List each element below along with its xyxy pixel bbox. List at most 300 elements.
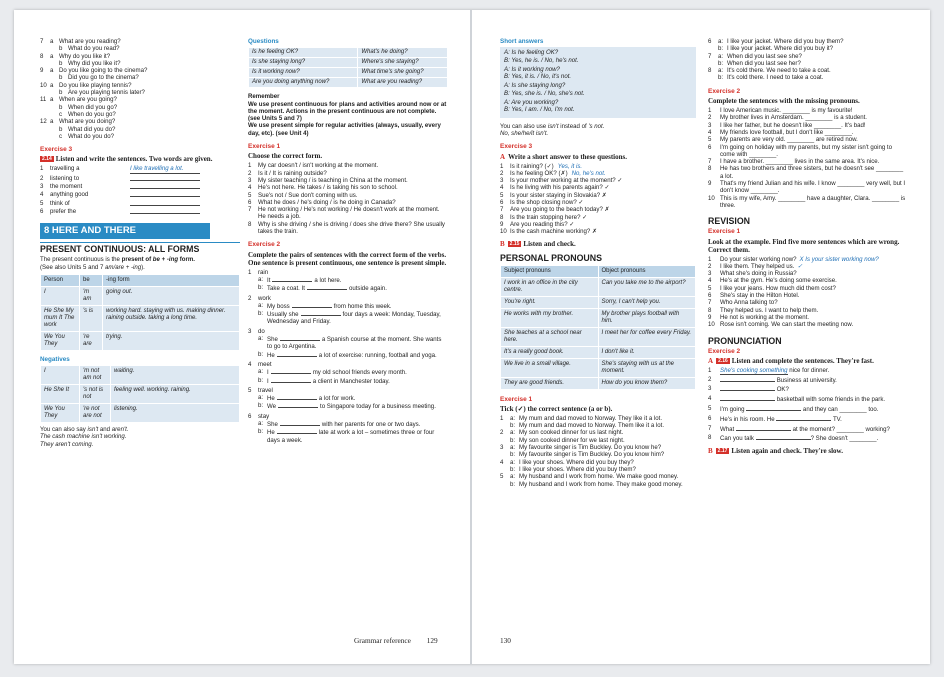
table-header xyxy=(501,266,695,277)
example-answer: ✓ xyxy=(797,262,803,270)
cell-ing: working hard. staying with us. making dinner. raining outside. taking a long time. xyxy=(103,306,239,331)
exercise-item xyxy=(708,122,908,129)
option-letter: b xyxy=(59,45,63,53)
section-subtitle: Negatives xyxy=(40,355,70,363)
option-letter: c xyxy=(59,110,63,118)
item-number: 4 xyxy=(500,184,504,192)
cell-be: 're not are not xyxy=(80,404,110,422)
sentence xyxy=(267,351,437,359)
item-number: 9 xyxy=(500,220,504,228)
cell: She's staying with us at the moment. xyxy=(599,359,696,377)
exercise-item xyxy=(708,67,908,74)
answer-line xyxy=(277,428,317,434)
sentence-a xyxy=(248,302,448,310)
answer-line xyxy=(130,208,200,214)
exercise-item xyxy=(708,263,908,270)
exercise-item xyxy=(500,214,696,221)
page-gutter xyxy=(470,10,472,664)
option-letter: a xyxy=(50,67,54,75)
option-b: My son cooked dinner for we last night. xyxy=(519,436,625,444)
sentence-a xyxy=(248,420,448,428)
verb: travel xyxy=(258,386,273,394)
exercise-title: Exercise 1 xyxy=(708,228,741,236)
option-letter: a: xyxy=(258,394,264,402)
column-4 xyxy=(708,38,908,457)
exercise-item xyxy=(248,269,448,276)
option-letter: a: xyxy=(258,301,264,309)
exercise-title: Exercise 3 xyxy=(500,143,533,151)
exercise-item xyxy=(500,221,696,228)
cell-be: 's is xyxy=(80,306,102,331)
exercise-item xyxy=(708,385,908,393)
option-a: My husband and I work from home. We make good money. xyxy=(519,473,679,481)
section-subtitle: Questions xyxy=(248,38,279,45)
example-sentence: They aren't coming. xyxy=(40,440,94,448)
text: -ing xyxy=(166,256,179,264)
option-letter: b xyxy=(59,89,63,97)
exercise-item xyxy=(708,425,908,433)
answer-line xyxy=(130,191,200,197)
option-b: Did you go to the cinema? xyxy=(68,74,139,82)
item-number: 10 xyxy=(500,228,507,236)
cell: He works with my brother. xyxy=(501,309,598,327)
table-row xyxy=(501,359,695,377)
item-number: 3 xyxy=(500,444,504,452)
text: I xyxy=(267,377,269,385)
item-number: 9 xyxy=(40,67,44,75)
item-text: My brother lives in Amsterdam. ________ is a student. xyxy=(720,114,868,122)
text: from home this week. xyxy=(333,302,392,310)
audio-track-icon: 2.16 xyxy=(718,357,728,364)
answer-line xyxy=(280,335,320,341)
exercise-item xyxy=(708,144,908,159)
answer-line xyxy=(271,368,311,374)
item-text: He not working / He's not working / He doesn't work at the moment. He needs a job. xyxy=(258,206,440,221)
item-number: 1 xyxy=(248,162,252,170)
item-text: She's stay in the Hilton Hotel. xyxy=(720,292,800,300)
answer-line-a: A: Is he feeling OK? xyxy=(504,49,559,57)
text: basketball with some friends in the park. xyxy=(775,396,886,404)
exercise-item xyxy=(40,53,240,60)
cell: You're right. xyxy=(501,297,598,308)
exercise-item xyxy=(40,38,240,45)
exercise-instruction xyxy=(40,155,240,163)
exercise-item xyxy=(40,165,240,173)
answer-line xyxy=(720,376,775,382)
exercise-item xyxy=(40,191,240,198)
text: Take a coat. It xyxy=(267,285,305,293)
option-letter: a: xyxy=(718,52,724,60)
item-text: My sister teaching / is teaching in China at the moment. xyxy=(258,176,408,184)
item-number: 2 xyxy=(708,262,712,270)
sentence-b xyxy=(248,351,448,359)
answer-line-b: B: Yes, she is. / No, she's not. xyxy=(504,89,585,97)
cell-ing: feeling well. working. raining. xyxy=(111,385,239,403)
item-number: 1 xyxy=(708,366,712,374)
instruction-text: Listen and check. xyxy=(523,239,576,248)
question: Are you going to the beach today? ✗ xyxy=(510,206,610,214)
table-row xyxy=(41,366,239,384)
exercise-item xyxy=(708,129,908,136)
option-a: When did you last see she? xyxy=(727,52,802,60)
question: Is it raining? (✓) xyxy=(510,162,554,170)
item-number: 2 xyxy=(248,294,252,302)
option-letter: b: xyxy=(258,284,264,292)
item-text: This is my wife, Amy. ________ have a daughter, Clara. ________ is three. xyxy=(720,194,906,209)
item-text: My friends love football, but I don't like ________. xyxy=(720,128,854,136)
part-label: B xyxy=(708,446,713,455)
intro-text xyxy=(40,256,240,263)
option-letter: b: xyxy=(258,350,264,358)
item-number: 1 xyxy=(40,165,44,173)
text: OK? xyxy=(775,386,789,394)
text: . xyxy=(126,426,129,434)
verb: do xyxy=(258,327,265,335)
answer-line-b: B: Yes, I am. / No, I'm not. xyxy=(504,106,575,114)
cell: My brother plays football with him. xyxy=(599,309,696,327)
sentence xyxy=(267,310,448,326)
section-heading: PRESENT CONTINUOUS: ALL FORMS xyxy=(40,244,200,255)
exercise-item xyxy=(708,38,908,45)
table-row xyxy=(501,378,695,389)
option-b: I like your jacket. Where did you buy it? xyxy=(727,45,834,53)
option-letter: b: xyxy=(510,465,516,473)
option-a: What are you doing? xyxy=(59,118,116,126)
cell-ing: listening. xyxy=(111,404,239,422)
item-text: I'm going on holiday with my parents, but my sister isn't going to come with ________. xyxy=(720,143,893,158)
option-letter: b xyxy=(59,103,63,111)
exercise-item xyxy=(708,53,908,60)
item-text: I like them. They helped us. xyxy=(720,262,795,270)
option-c: When do you go? xyxy=(68,110,116,118)
option-b: What do you read? xyxy=(68,45,120,53)
section-heading: REVISION xyxy=(708,216,751,227)
text: He xyxy=(267,351,275,359)
note xyxy=(500,123,696,130)
text: TV. xyxy=(831,415,842,423)
exercise-title: Exercise 1 xyxy=(500,395,533,403)
answer-line-b: B: Yes, he is. / No, he's not. xyxy=(504,56,579,64)
sentence-a xyxy=(248,276,448,284)
text: What xyxy=(720,425,736,433)
item-number: 6 xyxy=(248,198,252,206)
exercise-item xyxy=(708,395,908,403)
item-text: I have a brother. ________ lives in the same area. It's nice. xyxy=(720,158,880,166)
answer-line xyxy=(720,385,775,391)
sentence-b xyxy=(248,402,448,410)
text: aren't xyxy=(111,426,127,434)
exercise-title: Exercise 2 xyxy=(708,87,741,95)
example-answer: I like travelling a lot. xyxy=(130,165,200,173)
exercise-item xyxy=(248,361,448,368)
text: You can also say xyxy=(40,426,88,434)
text: We xyxy=(267,403,277,411)
text: (See also Units 5 and 7 xyxy=(40,263,106,271)
example-answer: She's cooking something xyxy=(720,366,788,374)
exercise-item xyxy=(708,277,908,284)
exercise-item xyxy=(708,256,908,263)
text: a Spanish course at the moment. She wants to go to Argentina. xyxy=(267,336,442,351)
item-number: 7 xyxy=(708,424,712,432)
cell: They are good friends. xyxy=(501,378,598,389)
option-letter: b: xyxy=(510,436,516,444)
cell-person: He She My mum It The work xyxy=(41,306,79,331)
text: a lot for work. xyxy=(318,395,356,403)
item-text: What he does / he's doing / is he doing in Canada? xyxy=(258,198,396,206)
exercise-title: Exercise 2 xyxy=(248,241,281,249)
exercise-instruction xyxy=(708,357,908,365)
text: four days a week: Monday, Tuesday, Wednesday and Friday. xyxy=(267,311,441,326)
text: I xyxy=(267,369,269,377)
table-row xyxy=(501,278,695,296)
given-words: listening to xyxy=(50,174,80,182)
cell-person: We You They xyxy=(41,332,79,350)
item-number: 5 xyxy=(708,136,712,144)
text: a lot of exercise: running, football and yoga. xyxy=(318,351,437,359)
sentence-b xyxy=(248,284,448,292)
item-number: 1 xyxy=(708,255,712,263)
item-text: Sue's not / Sue don't coming with us. xyxy=(258,191,358,199)
cell: It's a really good book. xyxy=(501,347,598,358)
exercise-instruction: Look at the example. Find five more sentences which are wrong. Correct them. xyxy=(708,237,900,254)
unit-banner: 8 HERE AND THERE xyxy=(40,223,210,239)
example-sentence: The cash machine isn't working. xyxy=(40,433,127,441)
exercise-item xyxy=(248,295,448,302)
example-answer: Yes, it is. xyxy=(557,162,583,170)
exercise-item xyxy=(500,184,696,191)
audio-track-icon: 2.14 xyxy=(42,156,52,163)
item-number: 11 xyxy=(40,96,47,104)
exercise-instruction: Choose the correct form. xyxy=(248,152,323,161)
item-text: My parents are very old. ________ are retired now. xyxy=(720,136,858,144)
text: + xyxy=(159,256,167,264)
exercise-item xyxy=(708,307,908,314)
exercise-item xyxy=(500,170,696,177)
text: a lot here. xyxy=(314,276,342,284)
section-heading: PERSONAL PRONOUNS xyxy=(500,252,602,263)
sentence xyxy=(720,395,885,403)
footer-left xyxy=(354,636,438,645)
cell-ing: going out. xyxy=(103,287,239,305)
item-number: 5 xyxy=(248,386,252,394)
option-a: It's cold there. We need to take a coat. xyxy=(727,67,831,75)
exercise-item-b xyxy=(708,74,908,81)
cell: We live in a small village. xyxy=(501,359,598,377)
header-cell: Person xyxy=(41,275,79,286)
text: The present continuous is the xyxy=(40,256,122,264)
header-cell: -ing form xyxy=(103,275,239,286)
answer-line-a: A: Is it working now? xyxy=(504,65,560,73)
exercise-item xyxy=(708,114,908,121)
sentence xyxy=(267,335,448,351)
exercise-item xyxy=(40,67,240,74)
sentence xyxy=(267,428,448,444)
exercise-item-b xyxy=(40,104,240,111)
item-text: They helped us. I want to help them. xyxy=(720,306,819,314)
exercise-item xyxy=(248,177,448,184)
option-letter: a: xyxy=(510,458,516,466)
item-text: I like her father, but he doesn't like ________. It's bad! xyxy=(720,121,866,129)
exercise-item-b xyxy=(500,481,696,488)
option-a: When are you going? xyxy=(59,96,117,104)
page-number-left: 129 xyxy=(426,636,438,645)
exercise-item xyxy=(500,473,696,480)
cell: Is it working now? xyxy=(249,68,357,77)
option-a: My son cooked dinner for us last night. xyxy=(519,429,624,437)
item-number: 10 xyxy=(708,194,715,202)
cell-be: 'm not am not xyxy=(80,366,110,384)
exercise-item xyxy=(708,158,908,165)
option-a: Do you like going to the cinema? xyxy=(59,67,148,75)
question: Are you reading this? ✓ xyxy=(510,220,575,228)
item-number: 5 xyxy=(500,473,504,481)
exercise-item xyxy=(248,387,448,394)
option-letter: a: xyxy=(258,275,264,283)
exercise-item xyxy=(500,228,696,235)
column-2 xyxy=(248,38,448,444)
option-a: I like your shoes. Where did you buy they? xyxy=(519,458,634,466)
item-number: 3 xyxy=(708,385,712,393)
exercise-item xyxy=(40,175,240,182)
exercise-item xyxy=(40,82,240,89)
item-text: I like your jeans. How much did them cost? xyxy=(720,284,836,292)
instruction-text: Listen again and check. They're slow. xyxy=(731,446,843,455)
exercise-item xyxy=(40,200,240,207)
answer-line xyxy=(756,434,811,440)
item-number: 2 xyxy=(500,429,504,437)
example-sentence: No, she/he/it isn't. xyxy=(500,129,549,137)
exercise-item xyxy=(708,434,908,442)
exercise-title: Exercise 2 xyxy=(708,347,741,355)
item-number: 7 xyxy=(708,52,712,60)
item-number: 5 xyxy=(248,191,252,199)
exercise-item-b xyxy=(708,60,908,67)
item-number: 2 xyxy=(708,375,712,383)
exercise-item xyxy=(708,405,908,413)
given-words: the moment xyxy=(50,183,83,191)
item-text: My car doesn't / isn't working at the moment. xyxy=(258,162,379,170)
cell: Are you doing anything now? xyxy=(249,78,357,87)
answer-line xyxy=(301,310,341,316)
exercise-instruction: Tick (✓) the correct sentence (a or b). xyxy=(500,404,613,413)
text: isn't xyxy=(87,426,99,434)
exercise-item xyxy=(500,192,696,199)
option-letter: a: xyxy=(510,444,516,452)
item-text: Is it / It is raining outside? xyxy=(258,169,327,177)
item-number: 6 xyxy=(708,414,712,422)
answer-line xyxy=(720,395,775,401)
text: late at work a lot – sometimes three or four days a week. xyxy=(267,429,435,444)
option-b: My favourite singer is Tim Buckley. Do you know him? xyxy=(519,451,665,459)
sentence-b xyxy=(248,377,448,385)
exercise-item xyxy=(708,415,908,423)
item-number: 7 xyxy=(40,38,44,45)
item-number: 6 xyxy=(708,292,712,300)
item-number: 8 xyxy=(248,220,252,228)
note xyxy=(40,426,240,433)
item-number: 5 xyxy=(500,191,504,199)
option-b: Why did you like it? xyxy=(68,59,121,67)
item-number: 6 xyxy=(708,143,712,151)
item-number: 1 xyxy=(248,268,252,276)
part-label: A xyxy=(500,152,506,161)
cell: I don't like it. xyxy=(599,347,696,358)
exercise-item-b xyxy=(40,89,240,96)
item-text: That's my friend Julian and his wife. I know ________ very well, but I don't know ________. xyxy=(720,180,906,195)
instruction-text: Listen and write the sentences. Two words are given. xyxy=(55,155,213,164)
answer-line xyxy=(776,415,831,421)
exercise-item xyxy=(248,199,448,206)
exercise-item xyxy=(248,162,448,169)
exercise-item-b xyxy=(708,45,908,52)
sentence xyxy=(267,302,392,310)
item-number: 4 xyxy=(500,458,504,466)
remember-text: We use present continuous for plans and activities around now or at the moment. Actions in the present continuous are not complete. (see Units 5 and 7) xyxy=(248,100,447,123)
option-letter: b: xyxy=(510,451,516,459)
item-number: 7 xyxy=(708,158,712,166)
page-number-right: 130 xyxy=(500,636,511,645)
sentence xyxy=(267,402,436,410)
item-text: Do your sister working now? xyxy=(720,255,797,263)
item-text: He's at the gym. He's doing some exercise. xyxy=(720,277,837,285)
verb: meet xyxy=(258,360,272,368)
item-number: 6 xyxy=(708,38,712,45)
text: Business at university. xyxy=(775,376,837,384)
exercise-item-b xyxy=(40,126,240,133)
instruction-text: Listen and complete the sentences. They're fast. xyxy=(731,356,874,365)
sentence xyxy=(720,376,837,384)
item-number: 3 xyxy=(248,327,252,335)
option-letter: a: xyxy=(258,419,264,427)
option-letter: b: xyxy=(718,74,724,82)
option-letter: a xyxy=(50,81,54,89)
exercise-item xyxy=(708,195,908,210)
option-letter: b: xyxy=(258,428,264,436)
item-number: 3 xyxy=(708,270,712,278)
exercise-item xyxy=(500,163,696,170)
option-letter: a: xyxy=(510,473,516,481)
item-number: 5 xyxy=(40,199,44,207)
given-words: anything good xyxy=(50,191,89,199)
table-row xyxy=(41,287,239,305)
item-text: I love American music. ________ is my favourite! xyxy=(720,107,853,115)
item-number: 4 xyxy=(248,360,252,368)
exercise-item xyxy=(248,170,448,177)
option-letter: c xyxy=(59,132,63,140)
option-letter: a xyxy=(50,96,54,104)
option-letter: b: xyxy=(258,376,264,384)
item-text: Who Anna talking to? xyxy=(720,299,778,307)
item-number: 1 xyxy=(500,162,504,170)
exercise-item xyxy=(708,285,908,292)
cell-be: 's not is not xyxy=(80,385,110,403)
option-b: My husband and I work from home. They make good money. xyxy=(519,480,683,488)
text: outside again. xyxy=(348,285,387,293)
short-answers-box xyxy=(500,47,696,117)
item-number: 3 xyxy=(248,176,252,184)
item-number: 2 xyxy=(500,169,504,177)
item-number: 8 xyxy=(708,434,712,442)
given-words: travelling a xyxy=(50,165,80,173)
listen-check xyxy=(708,447,908,455)
sentence xyxy=(267,284,387,292)
section-subtitle: Short answers xyxy=(500,38,544,45)
grammar-table xyxy=(40,274,240,351)
option-letter: a: xyxy=(258,335,264,343)
item-text: He has two brothers and three sisters, but he doesn't see ________ a lot. xyxy=(720,165,904,180)
item-number: 6 xyxy=(40,207,44,215)
option-a: My mum and dad moved to Norway. They like it a lot. xyxy=(519,414,663,422)
